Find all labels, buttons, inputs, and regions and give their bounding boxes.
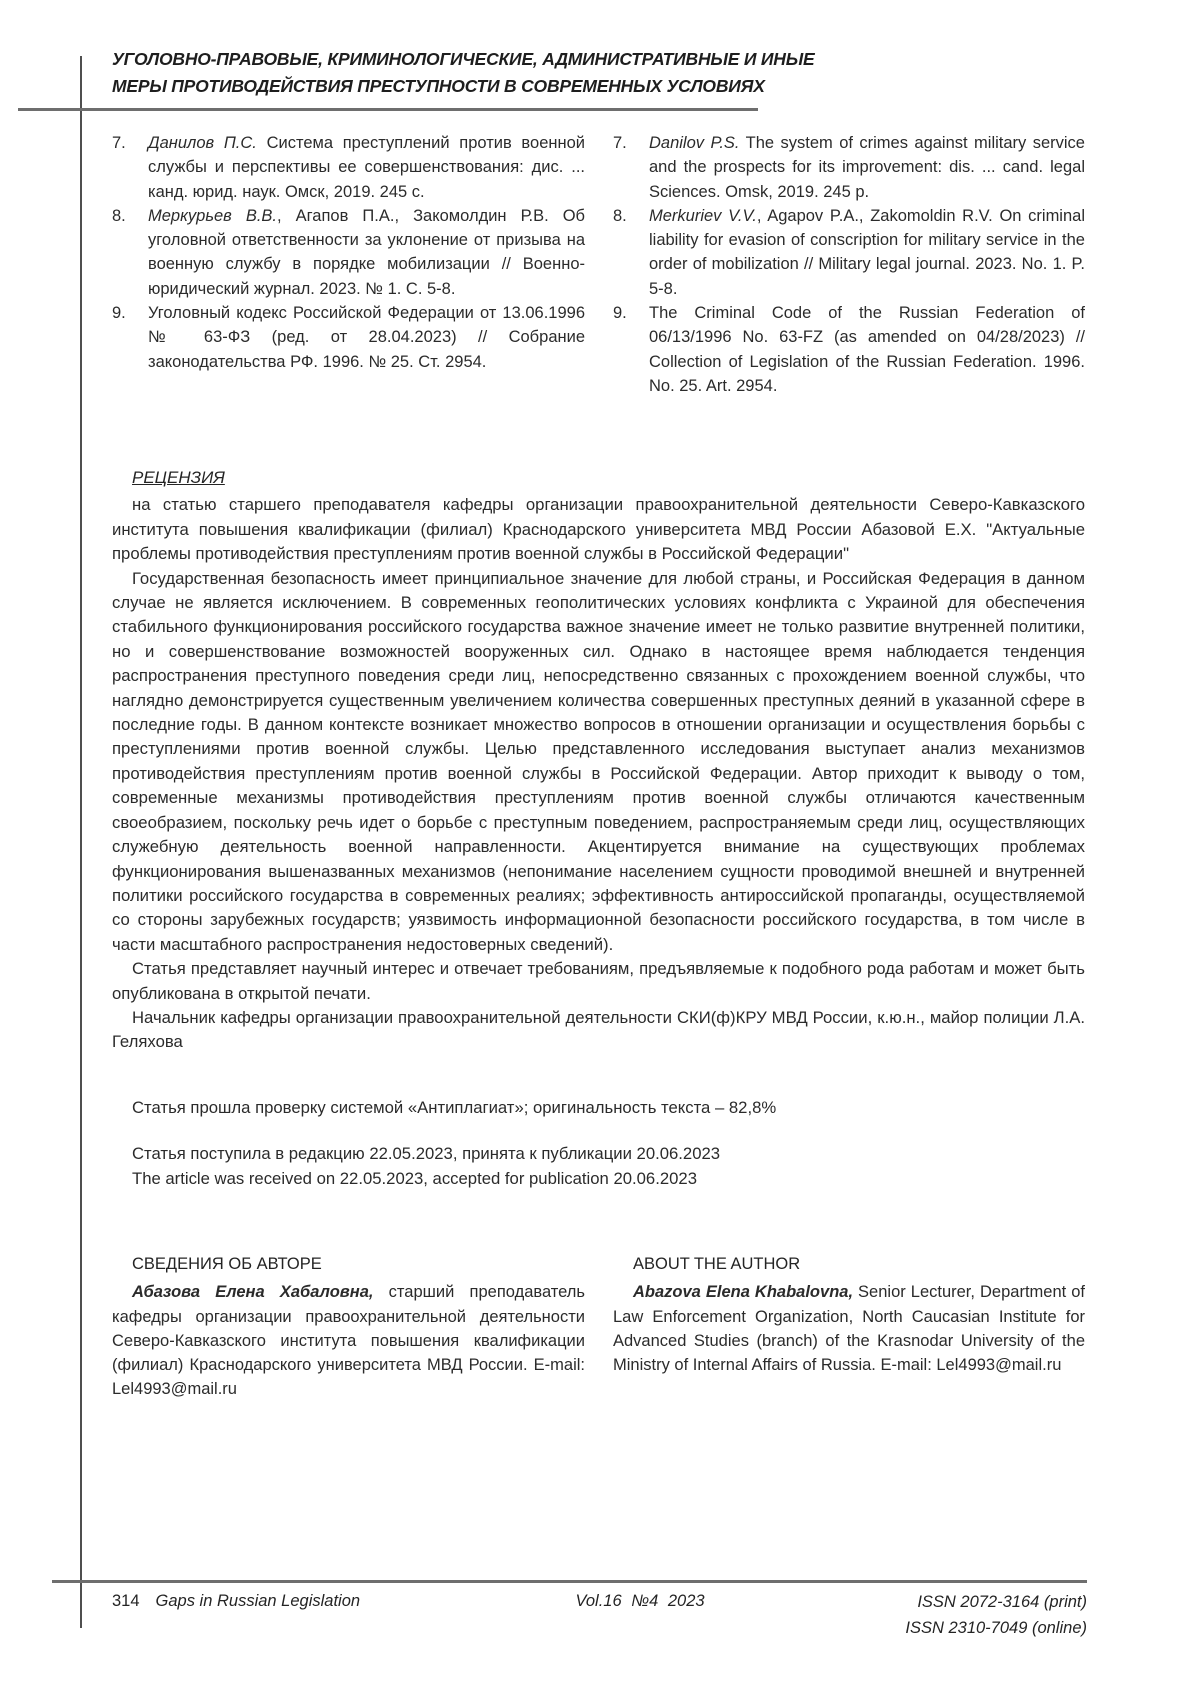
- reference-text: [649, 301, 1085, 398]
- reference-list: [112, 131, 1085, 398]
- section-header-line1: УГОЛОВНО-ПРАВОВЫЕ, КРИМИНОЛОГИЧЕСКИЕ, АДМИНИСТРАТИВНЫЕ И ИНЫЕ: [112, 49, 815, 69]
- reference-text: [649, 131, 1085, 204]
- about-author-section: [112, 1252, 1085, 1402]
- reference-number: 7.: [613, 134, 627, 152]
- review-conclusion: Статья представляет научный интерес и отвечает требованиям, предъявляемые к подобного рода работам и может быть опубликована в открытой печати.: [112, 959, 1085, 1003]
- author-details-ru: старший преподаватель кафедры организации правоохранительной деятельности Северо-Кавказского института повышения квалификации (филиал) Краснодарского университета МВД России. E-mail: Lel4993@mail.ru: [112, 1283, 585, 1399]
- footer-issn-online: ISSN 2310-7049 (online): [905, 1618, 1087, 1637]
- reference-text: [148, 204, 585, 301]
- reference-number: 9.: [613, 304, 627, 323]
- reference-item: [112, 131, 585, 204]
- footer-volume: Vol.16 №4 2023: [575, 1592, 705, 1610]
- reference-item: [613, 301, 1085, 398]
- received-date-en: The article was received on 22.05.2023, accepted for publication 20.06.2023: [132, 1168, 697, 1188]
- about-author-en: [613, 1252, 1085, 1402]
- reference-body: Система преступлений против военной службы и перспективы ее совершенствования: дис. ... канд. юрид. наук. Омск, 2019. 245 с.: [148, 134, 585, 201]
- reference-number: 7.: [112, 134, 126, 152]
- reference-body: , Agapov P.A., Zakomoldin R.V. On criminal liability for evasion of conscription for military service in the order of mobilization // Military legal journal. 2023. No. 1. P. 5-8.: [649, 206, 1085, 298]
- review-section: [112, 466, 1085, 1055]
- reference-author: Данилов П.С.: [148, 134, 257, 152]
- footer-page-number: 314: [112, 1592, 140, 1610]
- author-name-en: Abazova Elena Khabalovna,: [633, 1283, 854, 1302]
- reference-text: [649, 204, 1085, 301]
- reference-author: Меркурьев В.В.: [148, 206, 278, 225]
- footer-issn-print: ISSN 2072-3164 (print): [917, 1593, 1087, 1611]
- reference-number: 8.: [613, 206, 627, 225]
- footer-left: [112, 1592, 360, 1611]
- reference-item: [112, 204, 585, 301]
- reviewer-signature: Начальник кафедры организации правоохранительной деятельности СКИ(ф)КРУ МВД России, к.ю.н., майор полиции Л.А. Геляхова: [112, 1007, 1085, 1052]
- review-subject: на статью старшего преподавателя кафедры организации правоохранительной деятельности Северо-Кавказского института повышения квалификации (филиал) Краснодарского университета МВД России Абазовой Е.Х. "Актуальные проблемы противодействия преступлениям против военной службы в Российской Федерации": [112, 495, 1085, 564]
- reference-body: The Criminal Code of the Russian Federation of 06/13/1996 No. 63-FZ (as amended on 04/28/2023) // Collection of Legislation of the Russian Federation. 1996. No. 25. Art. 2954.: [649, 304, 1085, 395]
- reference-text: [148, 131, 585, 204]
- reference-column-en: [613, 131, 1085, 398]
- section-header: [112, 46, 892, 100]
- reference-body: The system of crimes against military service and the prospects for its improvement: dis. ... cand. legal Sciences. Omsk, 2019. 245 p.: [649, 134, 1085, 201]
- reference-item: [613, 131, 1085, 204]
- section-header-line2: МЕРЫ ПРОТИВОДЕЙСТВИЯ ПРЕСТУПНОСТИ В СОВРЕМЕННЫХ УСЛОВИЯХ: [112, 76, 765, 96]
- reference-item: [112, 301, 585, 374]
- review-body: Государственная безопасность имеет принципиальное значение для любой страны, и Российская Федерация в данном случае не является исключением. В современных геополитических условиях конфликта с Украиной для обеспечения стабильного функционирования российского государства важное значение имеет не только развитие внутренней политики, но и совершенствование возможностей вооруженных сил. Однако в настоящее время наблюдается тенденция распространения преступного поведения среди лиц, непосредственно связанных с прохождением военной службы, что наглядно демонстрируется существенным увеличением количества совершенных преступных деяний в указанной сфере в последние годы. В данном контексте возникает множество вопросов в отношении организации и осуществления борьбы с преступлениями против военной службы. Целью представленного исследования выступает анализ механизмов противодействия преступлениям против военной службы в Российской Федерации. Автор приходит к выводу о том, современные механизмы противодействия преступлениям против военной службы отличаются качественным своеобразием, поскольку речь идет о борьбе с преступным поведением, распространяемым среди лиц, осуществляющих служебную деятельность военной направленности. Акцентируется внимание на существующих проблемах функционирования вышеназванных механизмов (непонимание населением сущности проводимой внешней и внутренней политики российского государства в современных реалиях; эффективность антироссийской пропаганды, осуществляемой со стороны зарубежных государств; уязвимость информационной безопасности российского государства, в том числе в части масштабного распространения недостоверных сведений).: [112, 568, 1085, 954]
- reference-body: Уголовный кодекс Российской Федерации от 13.06.1996 № 63-ФЗ (ред. от 28.04.2023) // Собрание законодательства РФ. 1996. № 25. Ст. 2954.: [148, 304, 585, 371]
- header-rule: [18, 108, 758, 111]
- footer-rule: [52, 1580, 1087, 1583]
- received-date-ru: Статья поступила в редакцию 22.05.2023, принята к публикации 20.06.2023: [132, 1144, 721, 1164]
- review-heading: РЕЦЕНЗИЯ: [132, 468, 225, 487]
- footer-journal-title: Gaps in Russian Legislation: [155, 1592, 361, 1610]
- about-author-ru: [112, 1252, 585, 1402]
- reference-column-ru: [112, 131, 585, 398]
- left-margin-rule: [80, 56, 82, 1628]
- reference-item: [613, 204, 1085, 301]
- author-name-ru: Абазова Елена Хабаловна,: [132, 1283, 374, 1302]
- about-author-en-body: [613, 1280, 1085, 1377]
- reference-number: 9.: [112, 304, 126, 323]
- author-details-en: Senior Lecturer, Department of Law Enforcement Organization, North Caucasian Institute for Advanced Studies (branch) of the Krasnodar University of the Ministry of Internal Affairs of Russia. E-mail: Lel4993@mail.ru: [613, 1283, 1085, 1375]
- reference-author: Danilov P.S.: [649, 134, 740, 152]
- reference-body: , Агапов П.А., Закомолдин Р.В. Об уголовной ответственности за уклонение от призыва на военную службу в порядке мобилизации // Военно-юридический журнал. 2023. № 1. С. 5-8.: [148, 206, 585, 298]
- about-author-ru-body: [112, 1280, 585, 1401]
- about-author-en-heading: ABOUT THE AUTHOR: [633, 1255, 801, 1273]
- reference-text: [148, 301, 585, 374]
- about-author-ru-heading: СВЕДЕНИЯ ОБ АВТОРЕ: [132, 1255, 322, 1273]
- article-check-info: [112, 1096, 1085, 1191]
- reference-author: Merkuriev V.V.: [649, 206, 757, 225]
- reference-number: 8.: [112, 206, 126, 225]
- footer-issn: [787, 1590, 1087, 1641]
- antiplagiat-note: Статья прошла проверку системой «Антиплагиат»; оригинальность текста – 82,8%: [132, 1098, 777, 1117]
